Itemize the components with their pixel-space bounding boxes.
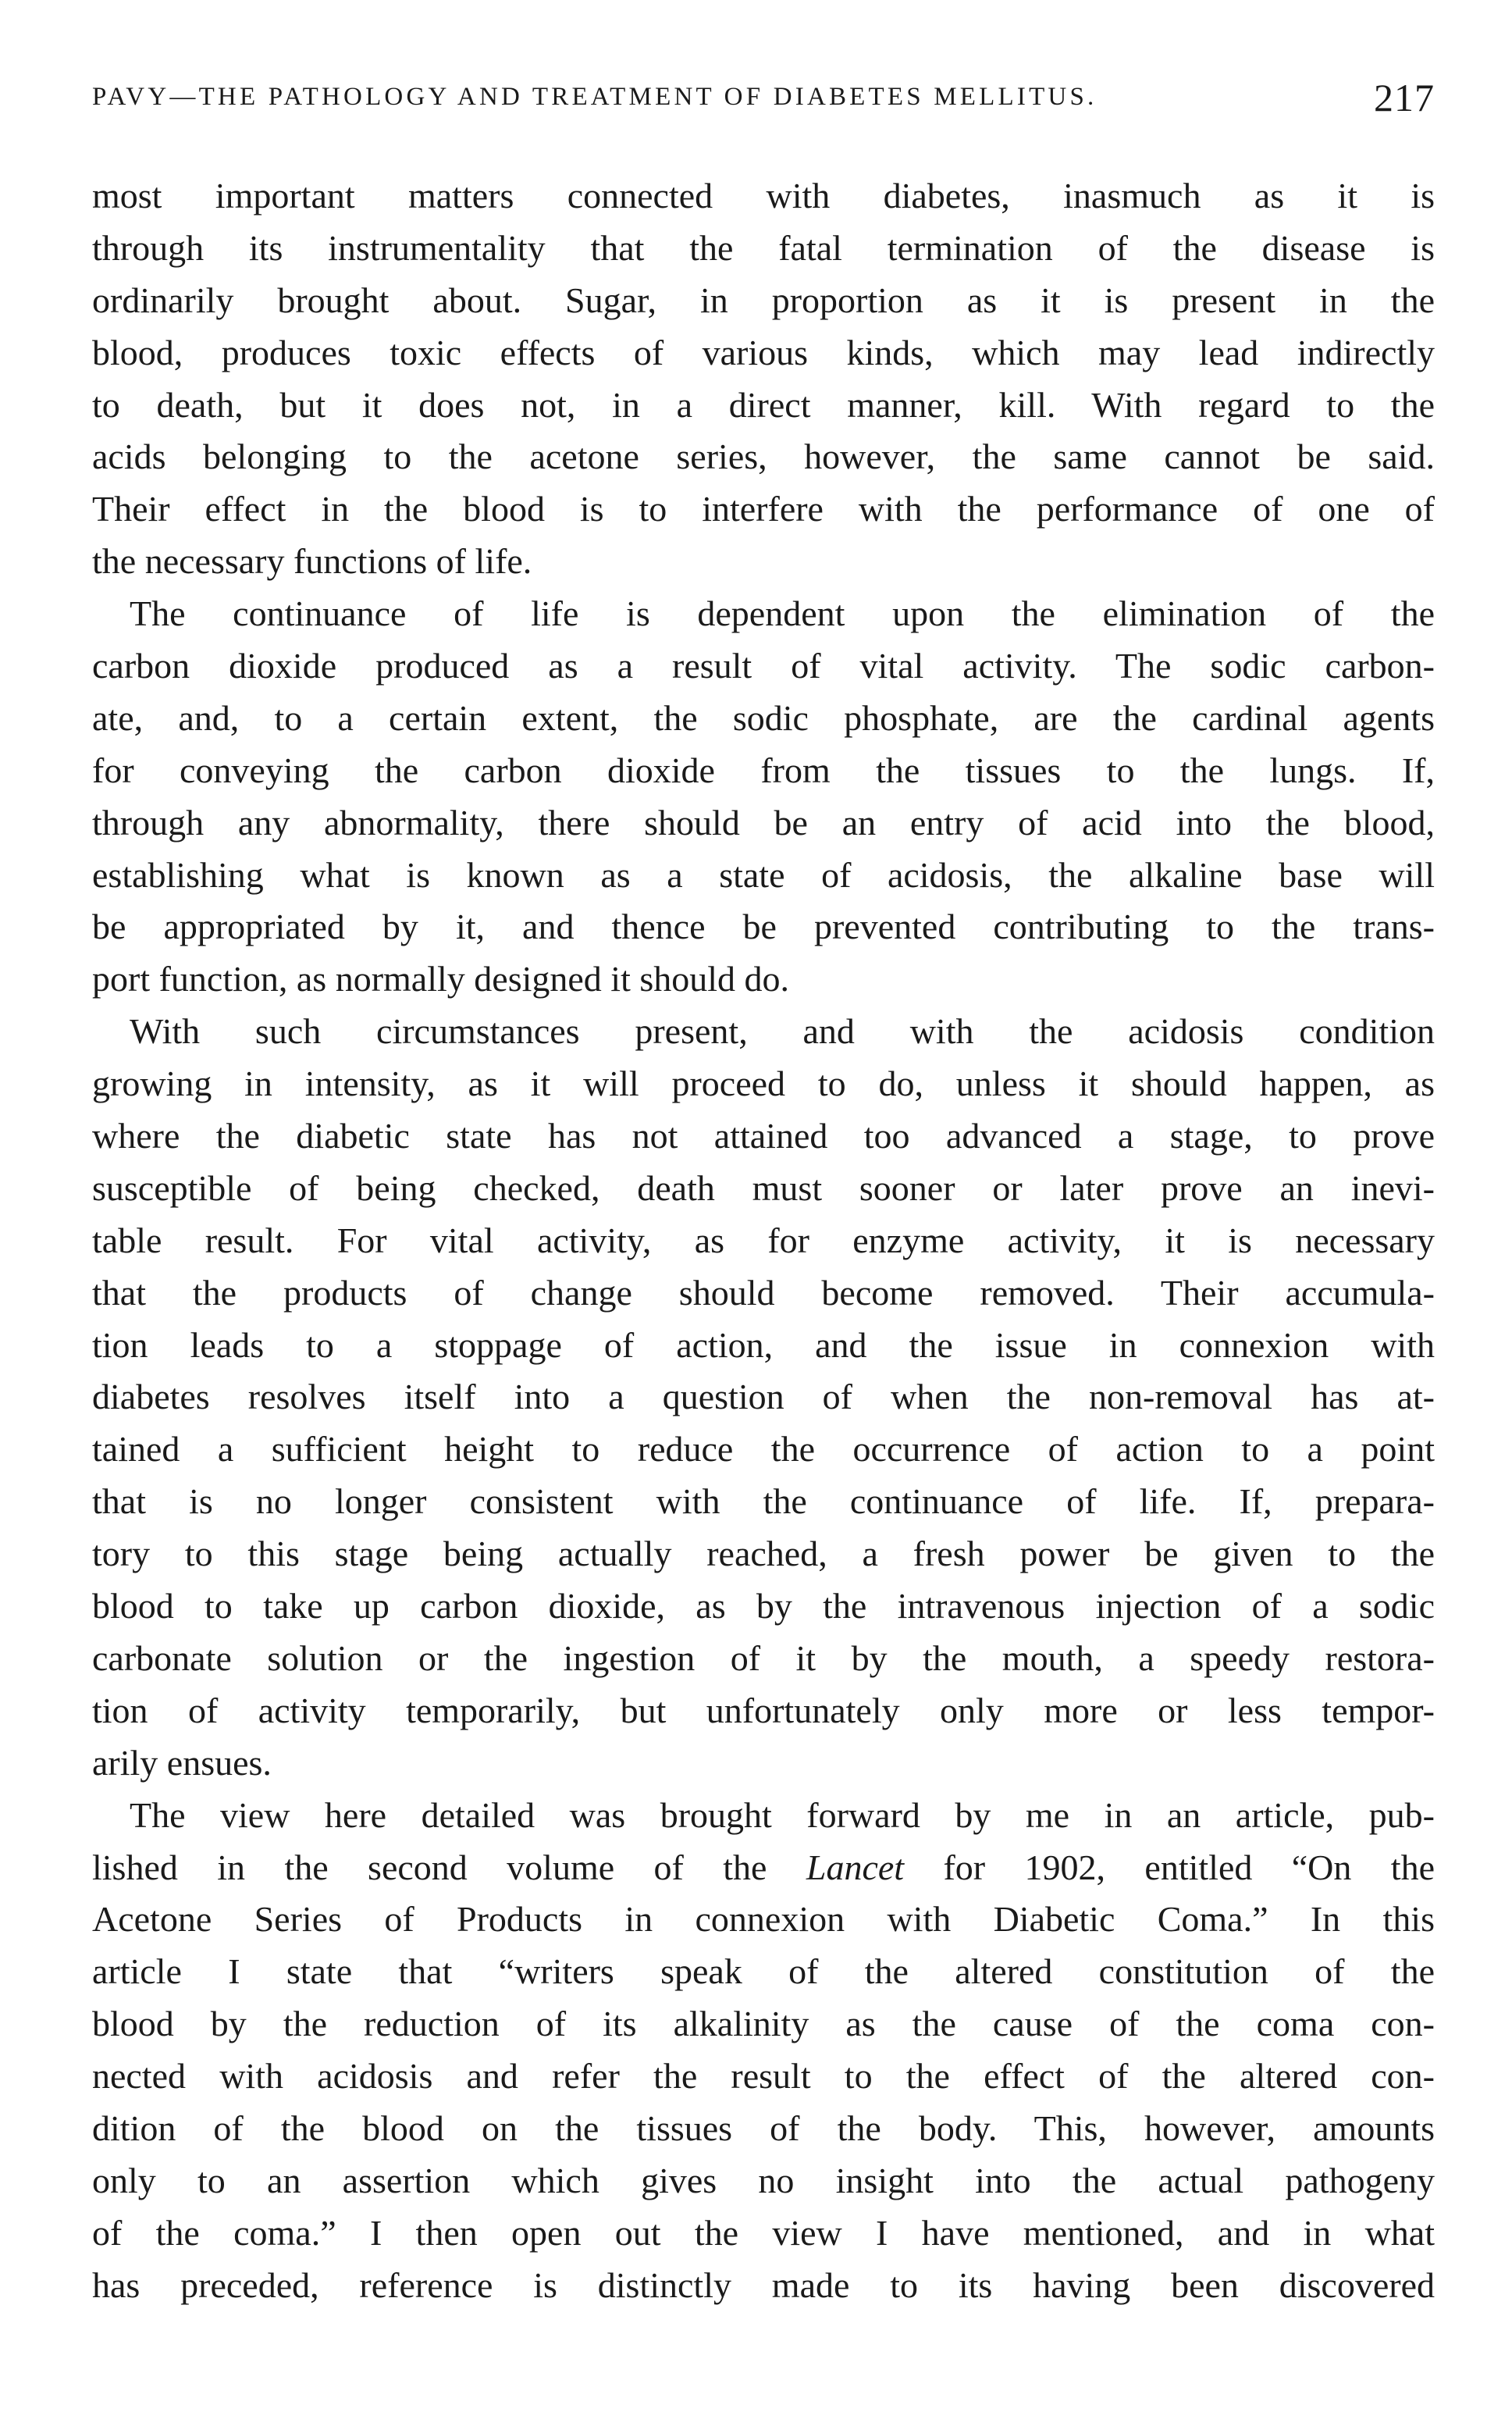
running-title: PAVY—THE PATHOLOGY AND TREATMENT OF DIABETES MELLITUS. xyxy=(92,83,1098,111)
text-line: blood, produces toxic effects of various kinds, which may lead indirectly xyxy=(92,332,1435,372)
text-line: susceptible of being checked, death must sooner or later prove an inevi- xyxy=(92,1167,1435,1208)
text-line: Acetone Series of Products in connexion with Diabetic Coma.” In this xyxy=(92,1899,1435,1940)
text-line: has preceded, reference is distinctly made to its having been discovered xyxy=(92,2264,1435,2305)
text-line: most important matters connected with diabetes, inasmuch as it is xyxy=(92,176,1435,216)
text-line: tory to this stage being actually reached, a fresh power be given to the xyxy=(92,1534,1435,1574)
paragraph-2 xyxy=(92,588,1435,1006)
text-line: ate, and, to a certain extent, the sodic phosphate, are the cardinal agents xyxy=(92,697,1435,738)
paragraph-1 xyxy=(92,170,1435,588)
text-line: establishing what is known as a state of acidosis, the alkaline base will xyxy=(92,854,1435,895)
text-line: only to an assertion which gives no insight into the actual pathogeny xyxy=(92,2160,1435,2200)
paragraph-4 xyxy=(92,1790,1435,2312)
text-line-with-citation xyxy=(92,1842,1435,1894)
body-text xyxy=(92,170,1435,2312)
text-line: The view here detailed was brought forward by me in an article, pub- xyxy=(130,1794,1435,1835)
journal-title: Lancet xyxy=(806,1847,905,1887)
text-line: be appropriated by it, and thence be prevented contributing to the trans- xyxy=(92,907,1435,947)
text-line: through its instrumentality that the fatal termination of the disease is xyxy=(92,227,1435,268)
text-line: diabetes resolves itself into a question of when the non-removal has at- xyxy=(92,1377,1435,1417)
text-line: tained a sufficient height to reduce the occurrence of action to a point xyxy=(92,1429,1435,1470)
text-line: article I state that “writers speak of the altered constitution of the xyxy=(92,1951,1435,1992)
text-line: carbonate solution or the ingestion of it by the mouth, a speedy restora- xyxy=(92,1637,1435,1678)
text-line: the necessary functions of life. xyxy=(92,541,532,582)
text-line: tion leads to a stoppage of action, and the issue in connexion with xyxy=(92,1324,1435,1365)
text-line: With such circumstances present, and with the acidosis condition xyxy=(130,1011,1435,1052)
text-line: blood by the reduction of its alkalinity as the cause of the coma con- xyxy=(92,2004,1435,2044)
text-line: dition of the blood on the tissues of the body. This, however, amounts xyxy=(92,2107,1435,2148)
text-line: port function, as normally designed it should do. xyxy=(92,959,790,999)
text-line: of the coma.” I then open out the view I have mentioned, and in what xyxy=(92,2212,1435,2253)
text-line: ordinarily brought about. Sugar, in proportion as it is present in the xyxy=(92,280,1435,320)
text-line: for conveying the carbon dioxide from the tissues to the lungs. If, xyxy=(92,750,1435,790)
text-line: that is no longer consistent with the continuance of life. If, prepara- xyxy=(92,1481,1435,1522)
text-line: arily ensues. xyxy=(92,1742,272,1783)
text-line: tion of activity temporarily, but unfortunately only more or less tempor- xyxy=(92,1690,1435,1730)
running-head xyxy=(92,75,1435,130)
text-line: where the diabetic state has not attained too advanced a stage, to prove xyxy=(92,1116,1435,1156)
text-line: growing in intensity, as it will proceed to do, unless it should happen, as xyxy=(92,1063,1435,1104)
text-fragment: lished in the second volume of the xyxy=(92,1847,767,1887)
text-line: Their effect in the blood is to interfere with the performance of one of xyxy=(92,489,1435,529)
text-line: nected with acidosis and refer the result to the effect of the altered con- xyxy=(92,2056,1435,2097)
text-line: through any abnormality, there should be an entry of acid into the blood, xyxy=(92,802,1435,843)
text-line: that the products of change should become removed. Their accumula- xyxy=(92,1272,1435,1313)
paragraph-3 xyxy=(92,1006,1435,1789)
text-fragment: for 1902, entitled “On the xyxy=(943,1847,1435,1887)
text-line: blood to take up carbon dioxide, as by the intravenous injection of a sodic xyxy=(92,1586,1435,1626)
text-line: table result. For vital activity, as for enzyme activity, it is necessary xyxy=(92,1220,1435,1260)
text-line: The continuance of life is dependent upon the elimination of the xyxy=(130,593,1435,634)
text-line: to death, but it does not, in a direct manner, kill. With regard to the xyxy=(92,384,1435,425)
page-number: 217 xyxy=(1374,76,1435,119)
text-line: acids belonging to the acetone series, however, the same cannot be said. xyxy=(92,436,1435,477)
text-line: carbon dioxide produced as a result of vital activity. The sodic carbon- xyxy=(92,646,1435,686)
